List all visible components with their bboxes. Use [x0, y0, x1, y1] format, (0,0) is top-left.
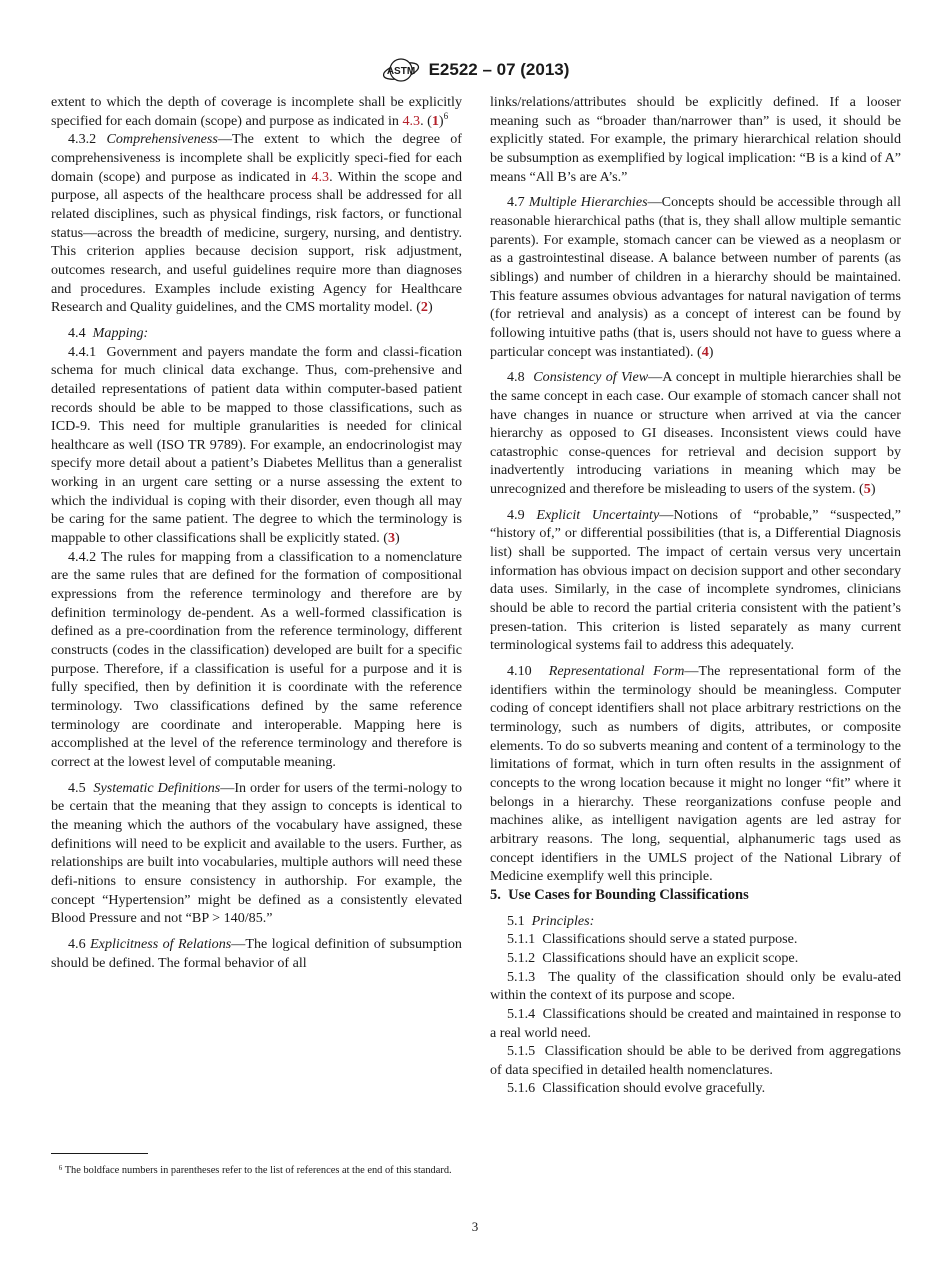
paragraph-5-1: 5.1 Principles:	[507, 912, 595, 929]
astm-logo-icon	[381, 55, 421, 85]
right-column	[490, 93, 901, 1098]
list-item-5-1-1: 5.1.1 Classifications should serve a stated purpose.	[507, 931, 798, 948]
reference-link-5[interactable]: 5	[863, 481, 871, 498]
paragraph-4-10: 4.10 Representational Form—The representational form of the identifiers within the terminology should be meaningless. Computer coding of concept identifiers shall not place arbitrary restrictions on the terminology, such as numbers of digits, attributes, or composite elements. To do so subverts meaning and content of a terminology to the limitations of format, which in turn often results in the assignment of concepts to the wrong location because it might no longer “fit” where it belongs in a hierarchy. These reorganizations confuse people and machines alike, as intelligent navigation agents are led astray for arbitrary reasons. The long, sequential, alphanumeric tags used as concept identifiers in the UMLS project of the National Library of Medicine exemplify well this principle.	[490, 663, 901, 885]
reference-link-3[interactable]: 3	[387, 530, 396, 547]
paragraph-4-6-continued: links/relations/attributes should be explicitly defined. If a looser meaning such as “broader than/narrower than” is used, it should be explicitly stated. For example, the primary hierarchical relation should be subsumption as exemplified by logical implication: “B is a kind of A” means “All B’s are A’s.”	[490, 94, 901, 185]
section-title: Explicit Uncertainty	[536, 506, 660, 523]
section-title: Systematic Definitions	[93, 779, 221, 796]
paragraph-4-4: 4.4 Mapping:	[68, 324, 149, 341]
section-link-4-3[interactable]: 4.3	[402, 112, 421, 129]
paragraph-4-7: 4.7 Multiple Hierarchies—Concepts should be accessible through all reasonable hierarchical paths (that is, they shall allow multiple semantic parents). For example, stomach cancer can be viewed as a neoplasm or as a gastrointestinal disease. A balance between number of parents (as siblings) and number of children in a hierarchy should be maintained. This feature assumes obvious advantages for natural navigation of terms (for retrieval and analysis) as a concept of interest can be found by following intuitive paths (that is, users should not have to guess where a particular concept was instantiated). (4)	[490, 194, 902, 360]
list-item-5-1-2: 5.1.2 Classifications should have an explicit scope.	[507, 949, 799, 966]
section-title: Explicitness of Relations	[90, 935, 232, 952]
section-title: Mapping:	[92, 324, 149, 341]
paragraph-4-4-2: 4.4.2 The rules for mapping from a classification to a nomenclature are the same rules that are defined for the formation of compositional expressions from the reference terminology and therefore are by definition terminology de-pendent. As a well-formed classification is defined as a pre-coordination from the reference terminology, different constructs (codes in the classification) developed are built for a specific purpose. Therefore, if a classification is useful for a purpose and it is fully specified, then by definition it is coordinate with the reference terminology. Two classifications defined by the same reference terminology are coordinate and interoperable. Mapping here is accomplished at the level of the reference terminology and therefore is correct at the lowest level of computable meaning.	[51, 548, 462, 770]
section-link-4-3[interactable]: 4.3	[311, 168, 330, 185]
list-item-5-1-6: 5.1.6 Classification should evolve gracefully.	[507, 1080, 766, 1097]
paragraph-4-8: 4.8 Consistency of View—A concept in multiple hierarchies shall be the same concept in each case. Our example of stomach cancer shall not have changes in nuance or structure when arrived at via the cancer hierarchy as opposed to GI diseases. Inconsistent views could have catastrophic conse-quences for retrieval and decision support by inadvertently introducing variations in meaning which may be unrecognized and therefore be misleading to users of the system. (5)	[490, 369, 901, 498]
footnote-number: 6	[58, 1164, 63, 1172]
footnote-mark[interactable]: 6	[443, 110, 449, 121]
left-column	[51, 93, 462, 972]
page-header	[0, 54, 950, 86]
footnote: $^6$ The boldface numbers in parentheses refer to the list of references at the end of this standard.	[58, 1164, 452, 1176]
paragraph-4-9: 4.9 Explicit Uncertainty—Notions of “probable,” “suspected,” “history of,” or differential possibilities (that is, a Differential Diagnosis list) shall be supported. The impact of certain versus very uncertain information has obvious impact on decision support and other secondary data uses. Similarly, in the case of incomplete syndromes, clinicians should be able to record the partial criteria consistent with the patient’s presen-tation. This criterion is listed separately as many current terminological systems fail to address this adequately.	[490, 506, 901, 654]
svg-text:ASTM: ASTM	[386, 66, 415, 77]
section-title: Representational Form	[548, 663, 685, 680]
paragraph-4-3-2: 4.3.2 Comprehensiveness—The extent to which the degree of comprehensiveness is incomplete shall be explicitly speci-fied for each domain (scope) and purpose as indicated in 4.3. Within the scope and purpose, all aspects of the healthcare process shall be addressed for all related disciplines, such as physical findings, risk factors, or functional status—across the breadth of medicine, surgery, nursing, and dentistry. This criterion applies because decision support, risk adjustment, outcomes research, and useful guidelines require more than diagnoses and procedures. Examples include existing Agency for Healthcare Research and Quality guidelines, and the CMS mortality model. (2)	[51, 131, 462, 316]
paragraph-4-3-1-continued: extent to which the depth of coverage is incomplete shall be explicitly specified for each domain (scope) and purpose as indicated in 4.3. $(1)^6$	[51, 94, 462, 129]
reference-link-4[interactable]: 4	[701, 343, 709, 360]
paragraph-4-4-1: 4.4.1 Government and payers mandate the form and classi-fication schema for much clinical data exchange. Thus, com-prehensive and detailed representations of patient data within computer-based patient records should be able to be mapped to those classifications, such as ICD-9. This need for multiple granularities is needed for clinical healthcare as well (ISO TR 9789). For example, an endocrinologist may specify more detail about a patient’s Diabetes Mellitus than a generalist working in an urgent care setting or a nurse assessing the extent to which the individual is coping with their disorder, even though all may be caring for the same patient. The degree to which the terminology is mappable to other classifications shall be explicitly stated. (3)	[51, 343, 462, 547]
section-heading-5: 5. Use Cases for Bounding Classifications	[490, 886, 749, 903]
section-title: Multiple Hierarchies	[528, 194, 648, 211]
list-item-5-1-4: 5.1.4 Classifications should be created and maintained in response to a real world need.	[490, 1005, 902, 1041]
list-item-5-1-3: 5.1.3 The quality of the classification should only be evalu-ated within the context of its purpose and scope.	[490, 968, 901, 1004]
section-title: Principles:	[531, 912, 595, 929]
section-title: Comprehensiveness	[106, 131, 218, 148]
page-number: 3	[471, 1219, 479, 1234]
footnote-divider	[51, 1153, 148, 1154]
reference-link-1[interactable]: 1	[431, 112, 439, 129]
section-title: Consistency of View	[533, 369, 649, 386]
reference-link-2[interactable]: 2	[420, 299, 428, 316]
document-designation: E2522 – 07 (2013)	[428, 60, 570, 79]
paragraph-4-5: 4.5 Systematic Definitions—In order for users of the termi-nology to be certain that the meaning that they assign to concepts is identical to the meaning which the authors of the vocabulary have assigned, these definitions will need to be explicit and available to the users. Further, as relationships are built into vocabularies, multiple authors will need these defi-nitions to ensure consistency in authorship. For example, the concept “Hypertension” might be defined as a consistently elevated Blood Pressure and not “BP > 140/85.”	[51, 779, 462, 927]
list-item-5-1-5: 5.1.5 Classification should be able to be derived from aggregations of data specified in detailed health nomenclatures.	[490, 1043, 901, 1078]
paragraph-4-6: 4.6 Explicitness of Relations—The logical definition of subsumption should be defined. The formal behavior of all	[51, 935, 462, 971]
